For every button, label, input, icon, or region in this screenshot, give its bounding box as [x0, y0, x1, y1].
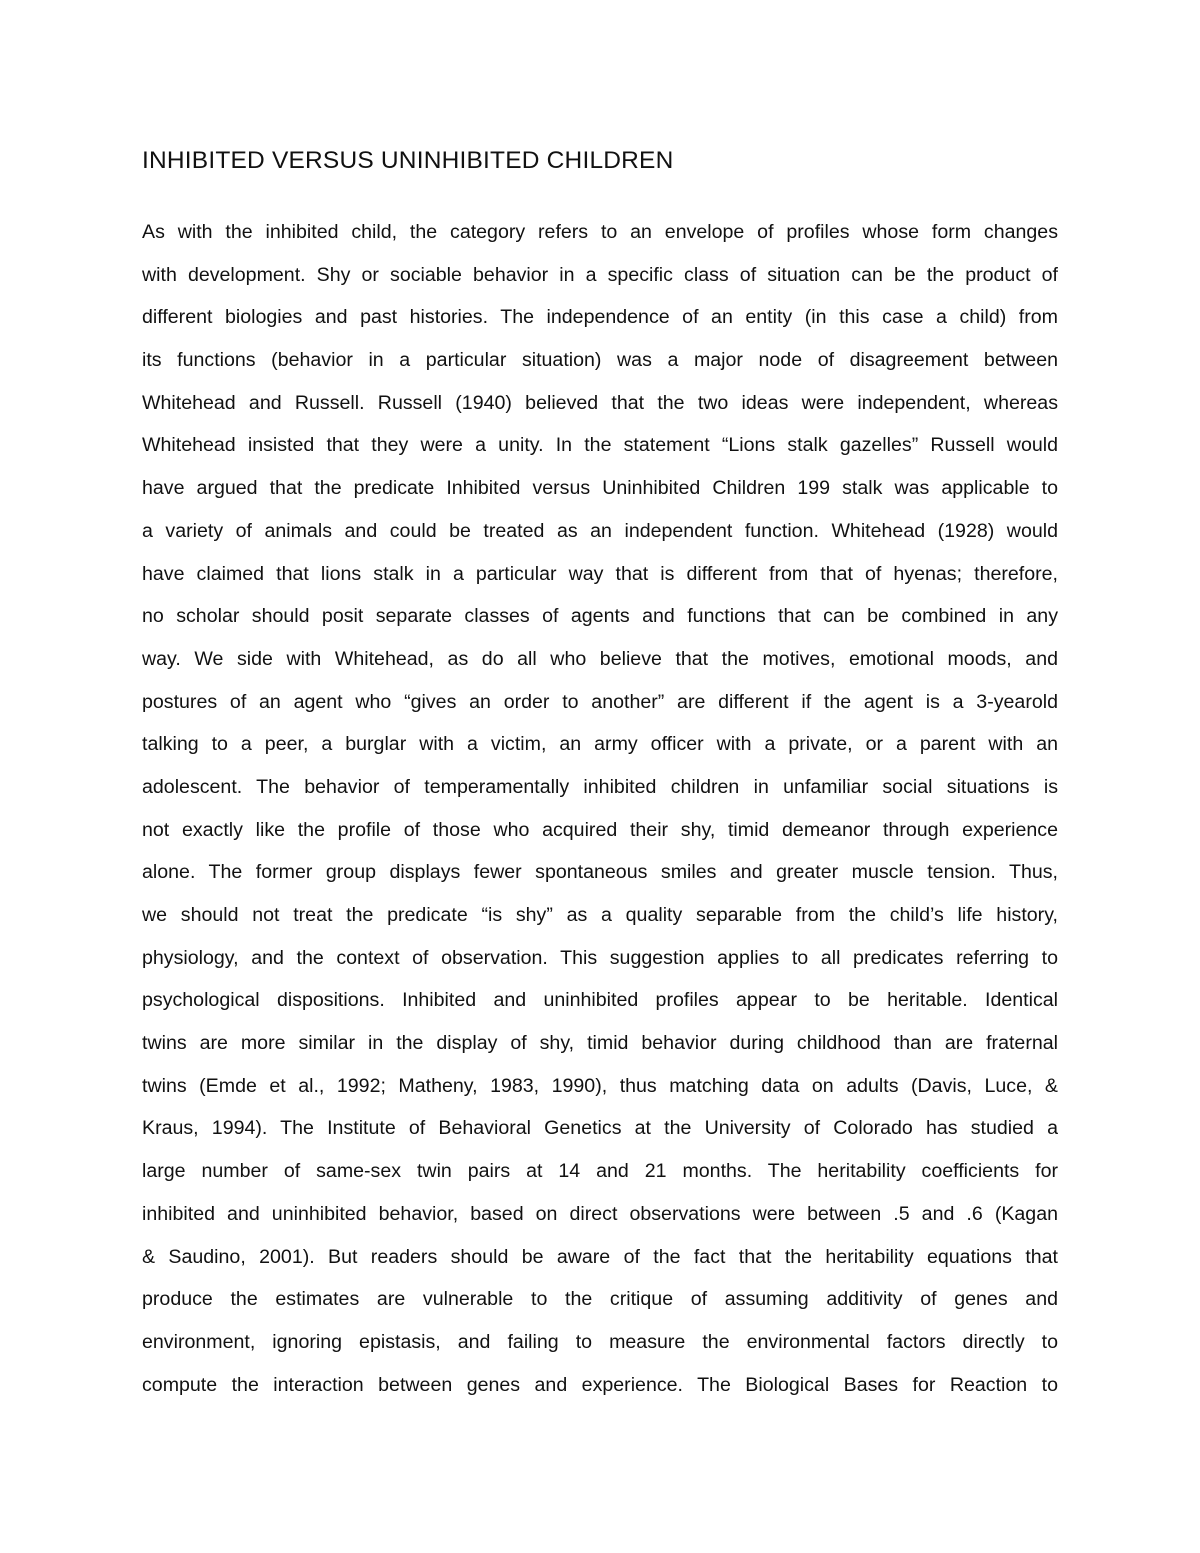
- text-line: not exactly like the profile of those who acquired their shy, timid demeanor through experience: [142, 818, 1058, 841]
- text-line: & Saudino, 2001). But readers should be aware of the fact that the heritability equations that: [142, 1245, 1058, 1268]
- text-line: As with the inhibited child, the category refers to an envelope of profiles whose form changes: [142, 221, 1058, 243]
- text-line: with development. Shy or sociable behavior in a specific class of situation can be the product of: [142, 263, 1058, 286]
- text-line: have claimed that lions stalk in a particular way that is different from that of hyenas; therefore,: [142, 562, 1058, 585]
- text-line: Whitehead and Russell. Russell (1940) believed that the two ideas were independent, whereas: [142, 391, 1058, 414]
- text-line: large number of same-sex twin pairs at 14 and 21 months. The heritability coefficients for: [142, 1160, 1058, 1183]
- text-line: environment, ignoring epistasis, and failing to measure the environmental factors directly to: [142, 1330, 1058, 1353]
- text-line: adolescent. The behavior of temperamentally inhibited children in unfamiliar social situations is: [142, 775, 1058, 798]
- text-line: compute the interaction between genes and experience. The Biological Bases for Reaction to: [142, 1373, 1058, 1396]
- text-line: Kraus, 1994). The Institute of Behavioral Genetics at the University of Colorado has studied a: [142, 1117, 1058, 1140]
- text-line: talking to a peer, a burglar with a victim, an army officer with a private, or a parent with an: [142, 733, 1058, 756]
- text-line: psychological dispositions. Inhibited and uninhibited profiles appear to be heritable. Identical: [142, 989, 1058, 1012]
- text-line: alone. The former group displays fewer spontaneous smiles and greater muscle tension. Thus,: [142, 861, 1058, 884]
- text-line: postures of an agent who “gives an order to another” are different if the agent is a 3-yearold: [142, 690, 1058, 713]
- page-title: INHIBITED VERSUS UNINHIBITED CHILDREN: [142, 147, 674, 174]
- text-line: no scholar should posit separate classes of agents and functions that can be combined in any: [142, 605, 1058, 628]
- text-line: have argued that the predicate Inhibited versus Uninhibited Children 199 stalk was applicable to: [142, 477, 1058, 500]
- text-line: different biologies and past histories. The independence of an entity (in this case a child) from: [142, 306, 1058, 329]
- body-paragraph: [142, 211, 1058, 1406]
- text-line: we should not treat the predicate “is shy” as a quality separable from the child’s life history,: [142, 904, 1058, 926]
- text-line: twins are more similar in the display of shy, timid behavior during childhood than are fraternal: [142, 1032, 1058, 1055]
- text-line: way. We side with Whitehead, as do all who believe that the motives, emotional moods, and: [142, 647, 1058, 670]
- text-line: inhibited and uninhibited behavior, based on direct observations were between .5 and .6 (Kagan: [142, 1202, 1058, 1225]
- text-line: physiology, and the context of observation. This suggestion applies to all predicates referring to: [142, 946, 1058, 969]
- text-line: twins (Emde et al., 1992; Matheny, 1983, 1990), thus matching data on adults (Davis, Luce, &: [142, 1074, 1058, 1097]
- text-line: produce the estimates are vulnerable to the critique of assuming additivity of genes and: [142, 1288, 1058, 1311]
- text-line: its functions (behavior in a particular situation) was a major node of disagreement between: [142, 349, 1058, 372]
- text-line: Whitehead insisted that they were a unity. In the statement “Lions stalk gazelles” Russell would: [142, 434, 1058, 457]
- text-line: a variety of animals and could be treated as an independent function. Whitehead (1928) would: [142, 519, 1058, 542]
